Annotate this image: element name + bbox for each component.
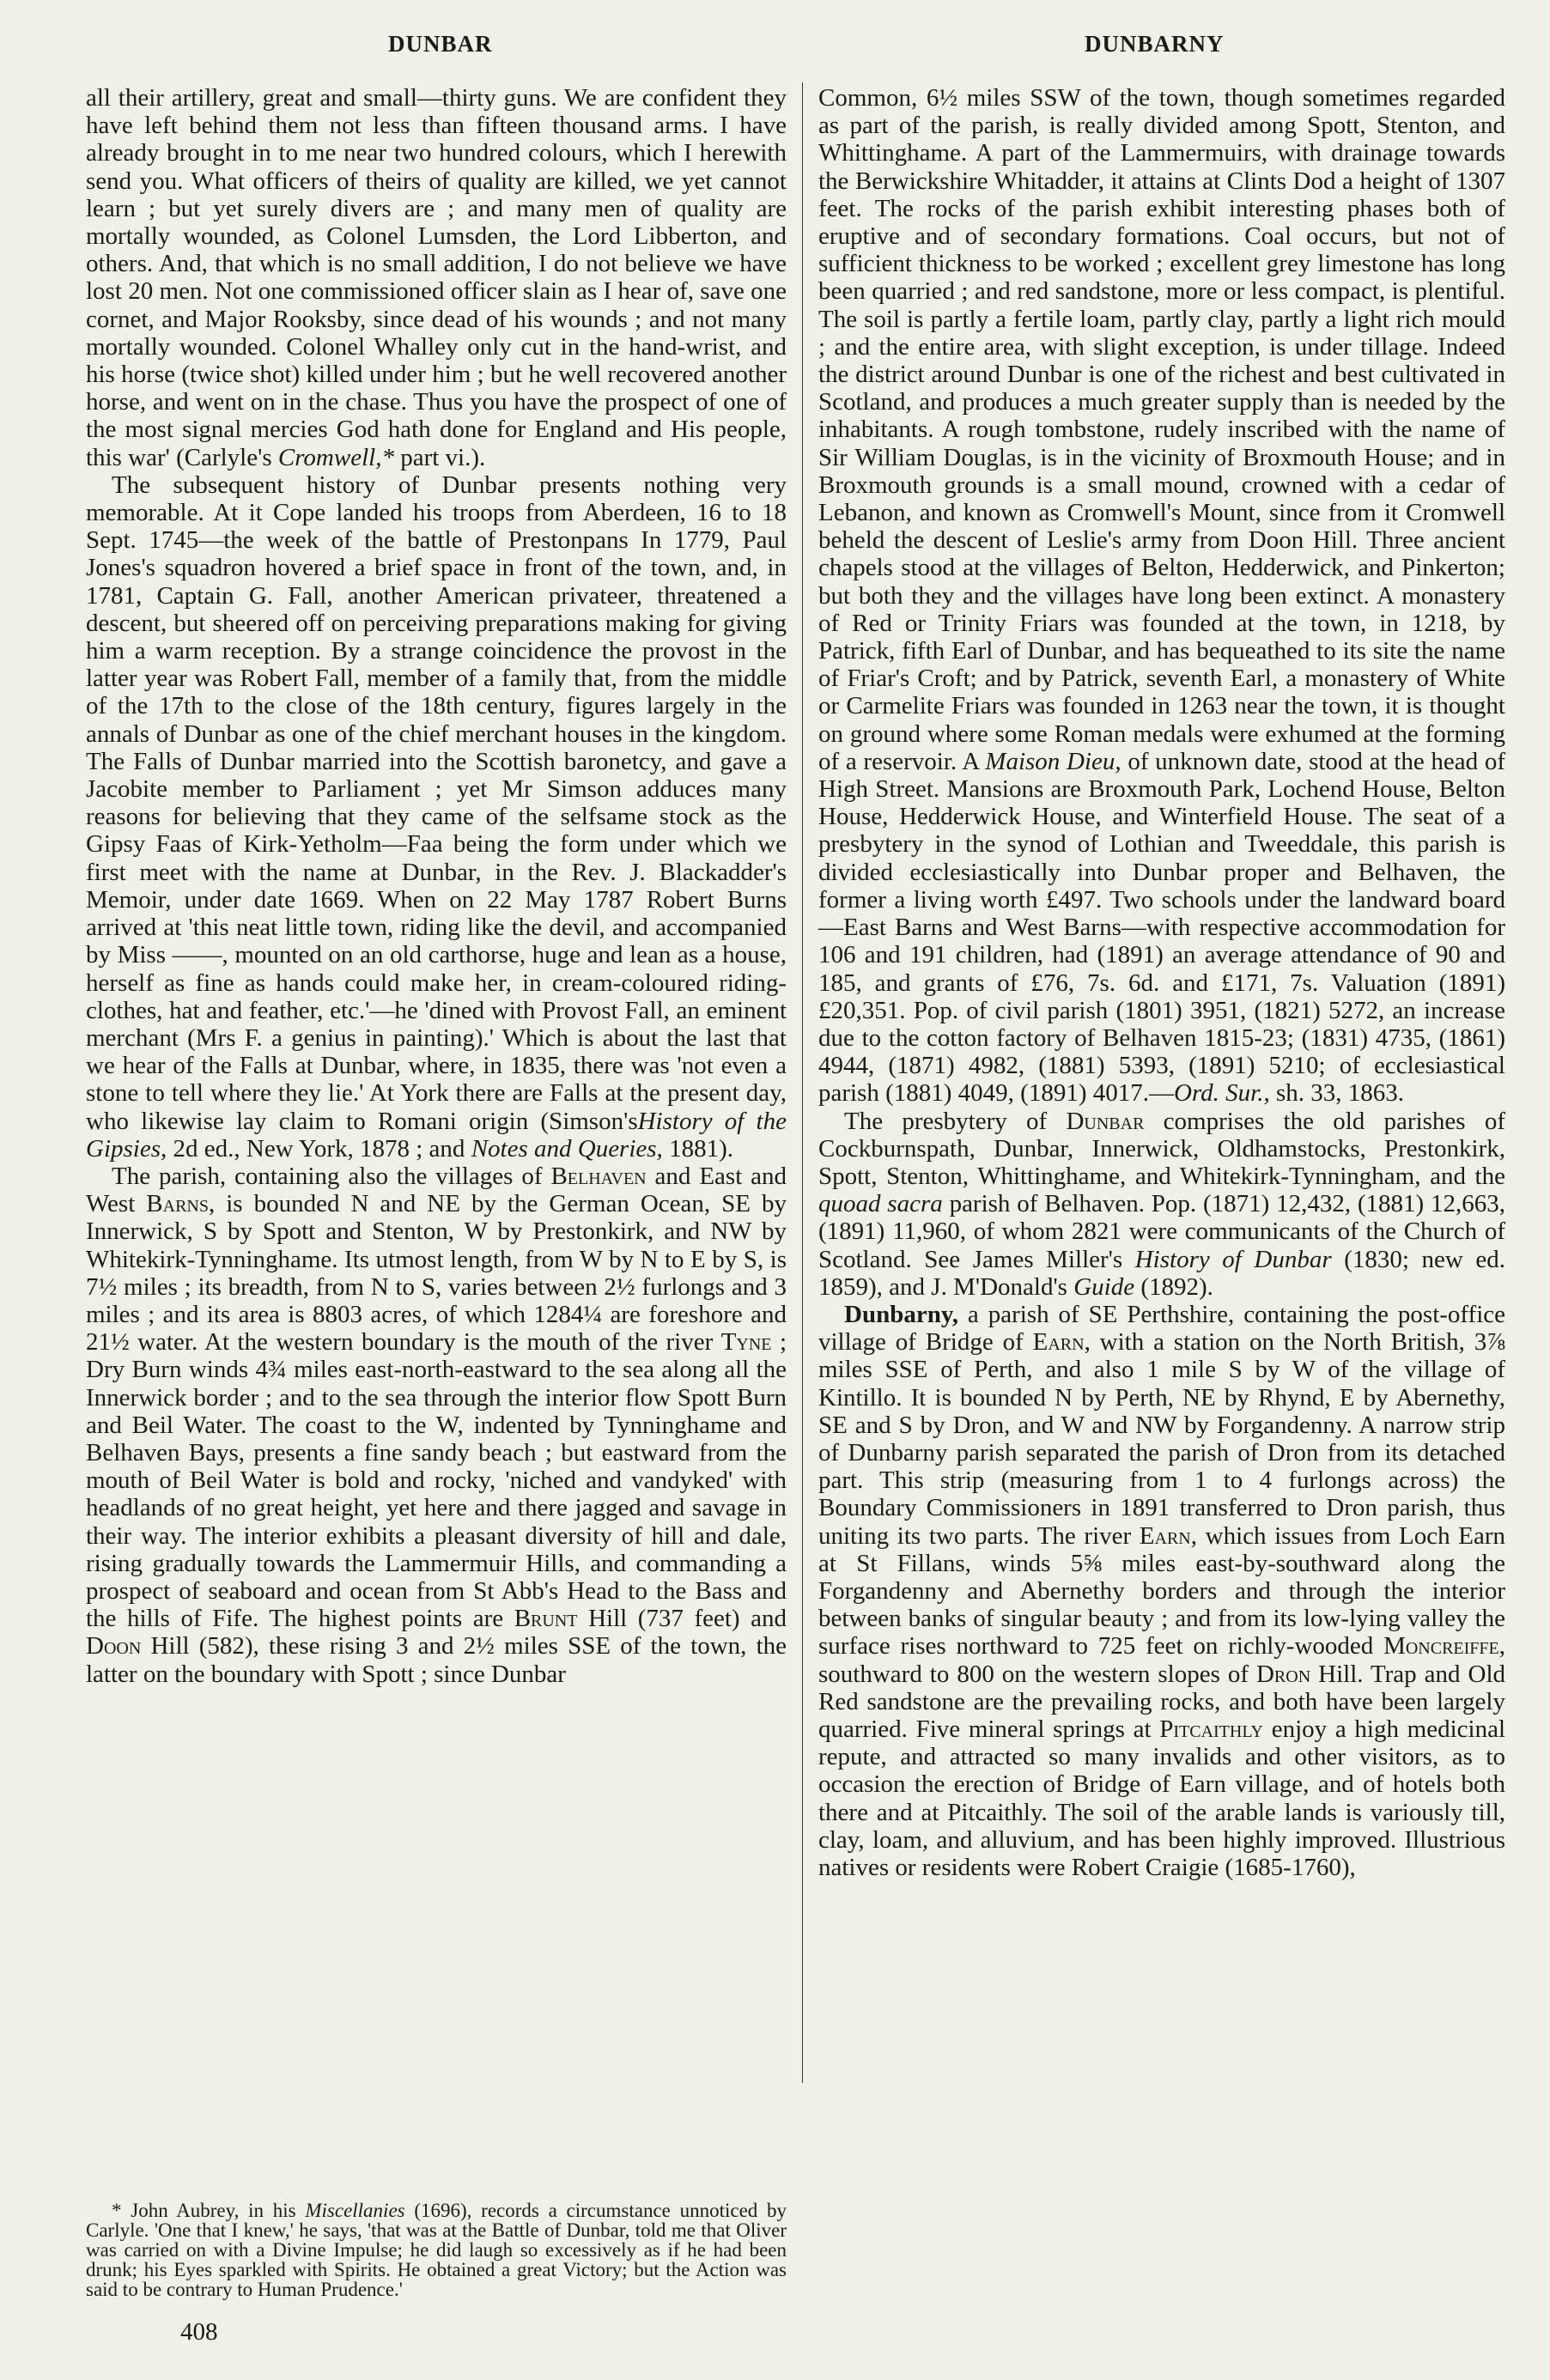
paragraph: Common, 6½ miles SSW of the town, though sometimes regarded as part of the parish, is really divided among Spott, Stenton, and Whittinghame. A part of the Lammermuirs, with drainage towards the Berwickshire Whitadder, it attains at Clints Dod a height of 1307 feet. The rocks of the parish exhibit interesting phases both of eruptive and of secondary formations. Coal occurs, but not of sufficient thickness to be worked ; excellent grey limestone has long been quarried ; and red sandstone, more or less compact, is plentiful. The soil is partly a fertile loam, partly clay, partly a light rich mould ; and the entire area, with slight exception, is under tillage. Indeed the district around Dunbar is one of the richest and best cultivated in Scotland, and produces a much greater supply than is needed by the inhabitants. A rough tombstone, rudely inscribed with the name of Sir William Douglas, is in the vicinity of Broxmouth House; and in Broxmouth grounds is a small mound, crowned with a cedar of Lebanon, and known as Cromwell's Mount, since from it Cromwell beheld the descent of Leslie's army from Doon Hill. Three ancient chapels stood at the villages of Belton, Hedderwick, and Pinkerton; but both they and the villages have long been extinct. A monastery of Red or Trinity Friars was founded at the town, in 1218, by Patrick, fifth Earl of Dunbar, and has bequeathed to its site the name of Friar's Croft; and by Patrick, seventh Earl, a monastery of White or Carmelite Friars was founded in 1263 near the town, it is thought on ground where some Roman medals were exhumed at the forming of a reservoir. A Maison Dieu, of unknown date, stood at the head of High Street. Mansions are Broxmouth Park, Lochend House, Belton House, Hedderwick House, and Winterfield House. The seat of a presbytery in the synod of Lothian and Tweeddale, this parish is divided ecclesiastically into Dunbar proper and Belhaven, the former a living worth £497. Two schools under the landward board—East Barns and West Barns—with respective accommodation for 106 and 191 children, had (1891) an average attendance of 90 and 185, and grants of £76, 7s. 6d. and £171, 7s. Valuation (1891) £20,351. Pop. of civil parish (1801) 3951, (1821) 5272, an increase due to the cotton factory of Belhaven 1815-23; (1831) 4735, (1861) 4944, (1871) 4982, (1881) 5393, (1891) 5210; of ecclesiastical parish (1881) 4049, (1891) 4017.—Ord. Sur., sh. 33, 1863. (818, 84, 1505, 1108)
paragraph: The parish, containing also the villages of Belhaven and East and West Barns, is bounded N and NE by the German Ocean, SE by Innerwick, S by Spott and Stenton, W by Prestonkirk, and NW by Whitekirk-Tynninghame. Its utmost length, from W by N to E by S, is 7½ miles ; its breadth, from N to S, varies between 2½ furlongs and 3 miles ; and its area is 8803 acres, of which 1284¼ are foreshore and 21½ water. At the western boundary is the mouth of the river Tyne ; Dry Burn winds 4¾ miles east-north-eastward to the sea along all the Innerwick border ; and to the sea through the interior flow Spott Burn and Beil Water. The coast to the W, indented by Tynninghame and Belhaven Bays, presents a fine sandy beach ; but eastward from the mouth of Beil Water is bold and rocky, 'niched and vandyked' with headlands of no great height, yet here and there jagged and savage in their way. The interior exhibits a pleasant diversity of hill and dale, rising gradually towards the Lammermuir Hills, and commanding a prospect of seaboard and ocean from St Abb's Head to the Bass and the hills of Fife. The highest points are Brunt Hill (737 feet) and Doon Hill (582), these rising 3 and 2½ miles SSE of the town, the latter on the boundary with Spott ; since Dunbar (86, 1162, 787, 1688)
running-header-left: DUNBAR (388, 31, 493, 57)
paragraph: all their artillery, great and small—thirty guns. We are confident they have left behind them not less than fifteen thousand arms. I have already brought in to me near two hundred colours, which I herewith send you. What officers of theirs of quality are killed, we yet cannot learn ; but yet surely divers are ; and many men of quality are mortally wounded, as Colonel Lumsden, the Lord Libberton, and others. And, that which is no small addition, I do not believe we have lost 20 men. Not one commissioned officer slain as I hear of, save one cornet, and Major Rooksby, since dead of his wounds ; and not many mortally wounded. Colonel Whalley only cut in the hand-wrist, and his horse (twice shot) killed under him ; but he well recovered another horse, and went on in the chase. Thus you have the prospect of one of the most signal mercies God hath done for England and His people, this war' (Carlyle's Cromwell,* part vi.). (86, 84, 787, 471)
paragraph: The subsequent history of Dunbar presents nothing very memorable. At it Cope landed his troops from Aberdeen, 16 to 18 Sept. 1745—the week of the battle of Prestonpans In 1779, Paul Jones's squadron hovered a brief space in front of the town, and, in 1781, Captain G. Fall, another American privateer, threatened a descent, but sheered off on perceiving preparations making for giving him a warm reception. By a strange coincidence the provost in the latter year was Robert Fall, member of a family that, from the middle of the 17th to the close of the 18th century, figures largely in the annals of Dunbar as one of the chief merchant houses in the kingdom. The Falls of Dunbar married into the Scottish baronetcy, and gave a Jacobite member to Parliament ; yet Mr Simson adduces many reasons for believing that they came of the selfsame stock as the Gipsy Faas of Kirk-Yetholm—Faa being the form under which we first meet with the name at Dunbar, in the Rev. J. Blackadder's Memoir, under date 1669. When on 22 May 1787 Robert Burns arrived at 'this neat little town, riding like the devil, and accompanied by Miss ——, mounted on an old carthorse, huge and lean as a house, herself as fine as hands could make her, in cream-coloured riding-clothes, hat and feather, etc.'—he 'dined with Provost Fall, an eminent merchant (Mrs F. a genius in painting).' Which is about the last that we hear of the Falls at Dunbar, where, in 1835, there was 'not even a stone to tell where they lie.' At York there are Falls at the present day, who likewise lay claim to Romani origin (Simson'sHistory of the Gipsies, 2d ed., New York, 1878 ; and Notes and Queries, 1881). (86, 471, 787, 1163)
left-column (86, 84, 787, 1688)
right-column (818, 84, 1505, 1881)
paragraph: Dunbarny, a parish of SE Perthshire, containing the post-office village of Bridge of Earn, with a station on the North British, 3⅞ miles SSE of Perth, and also 1 mile S by W of the village of Kintillo. It is bounded N by Perth, NE by Rhynd, E by Abernethy, SE and S by Dron, and W and NW by Forgandenny. A narrow strip of Dunbarny parish separated the parish of Dron from its detached part. This strip (measuring from 1 to 4 furlongs across) the Boundary Commissioners in 1891 transferred to Dron parish, thus uniting its two parts. The river Earn, which issues from Loch Earn at St Fillans, winds 5⅝ miles east-by-southward along the Forgandenny and Abernethy borders and through the interior between banks of singular beauty ; and from its low-lying valley the surface rises northward to 725 feet on richly-wooded Moncreiffe, southward to 800 on the western slopes of Dron Hill. Trap and Old Red sandstone are the prevailing rocks, and both have been largely quarried. Five mineral springs at Pitcaithly enjoy a high medicinal repute, and attracted so many invalids and other visitors, as to occasion the erection of Bridge of Earn village, and of hotels both there and at Pitcaithly. The soil of the arable lands is variously till, clay, loam, and alluvium, and has been highly improved. Illustrious natives or residents were Robert Craigie (1685-1760), (818, 1300, 1506, 1881)
footnote: * John Aubrey, in his Miscellanies (1696), records a circumstance unnoticed by Carlyle. 'One that I knew,' he says, 'that was at the Battle of Dunbar, told me that Oliver was carried on with a Divine Impulse; he did laugh so excessively as if he had been drunk; his Eyes sparkled with Spirits. He obtained a great Victory; but the Action was said to be contrary to Human Prudence.' (86, 2200, 787, 2300)
running-header-right: DUNBARNY (1085, 31, 1225, 57)
page-number: 408 (180, 2318, 218, 2346)
paragraph: The presbytery of Dunbar comprises the old parishes of Cockburnspath, Dunbar, Innerwick, Oldhamstocks, Prestonkirk, Spott, Stenton, Whittinghame, and Whitekirk-Tynningham, and the quoad sacra parish of Belhaven. Pop. (1871) 12,432, (1881) 12,663, (1891) 11,960, of whom 2821 were communicants of the Church of Scotland. See James Miller's History of Dunbar (1830; new ed. 1859), and J. M'Donald's Guide (1892). (818, 1107, 1505, 1301)
column-rule (802, 82, 803, 2083)
entry-heading: Dunbarny, (844, 1300, 958, 1328)
